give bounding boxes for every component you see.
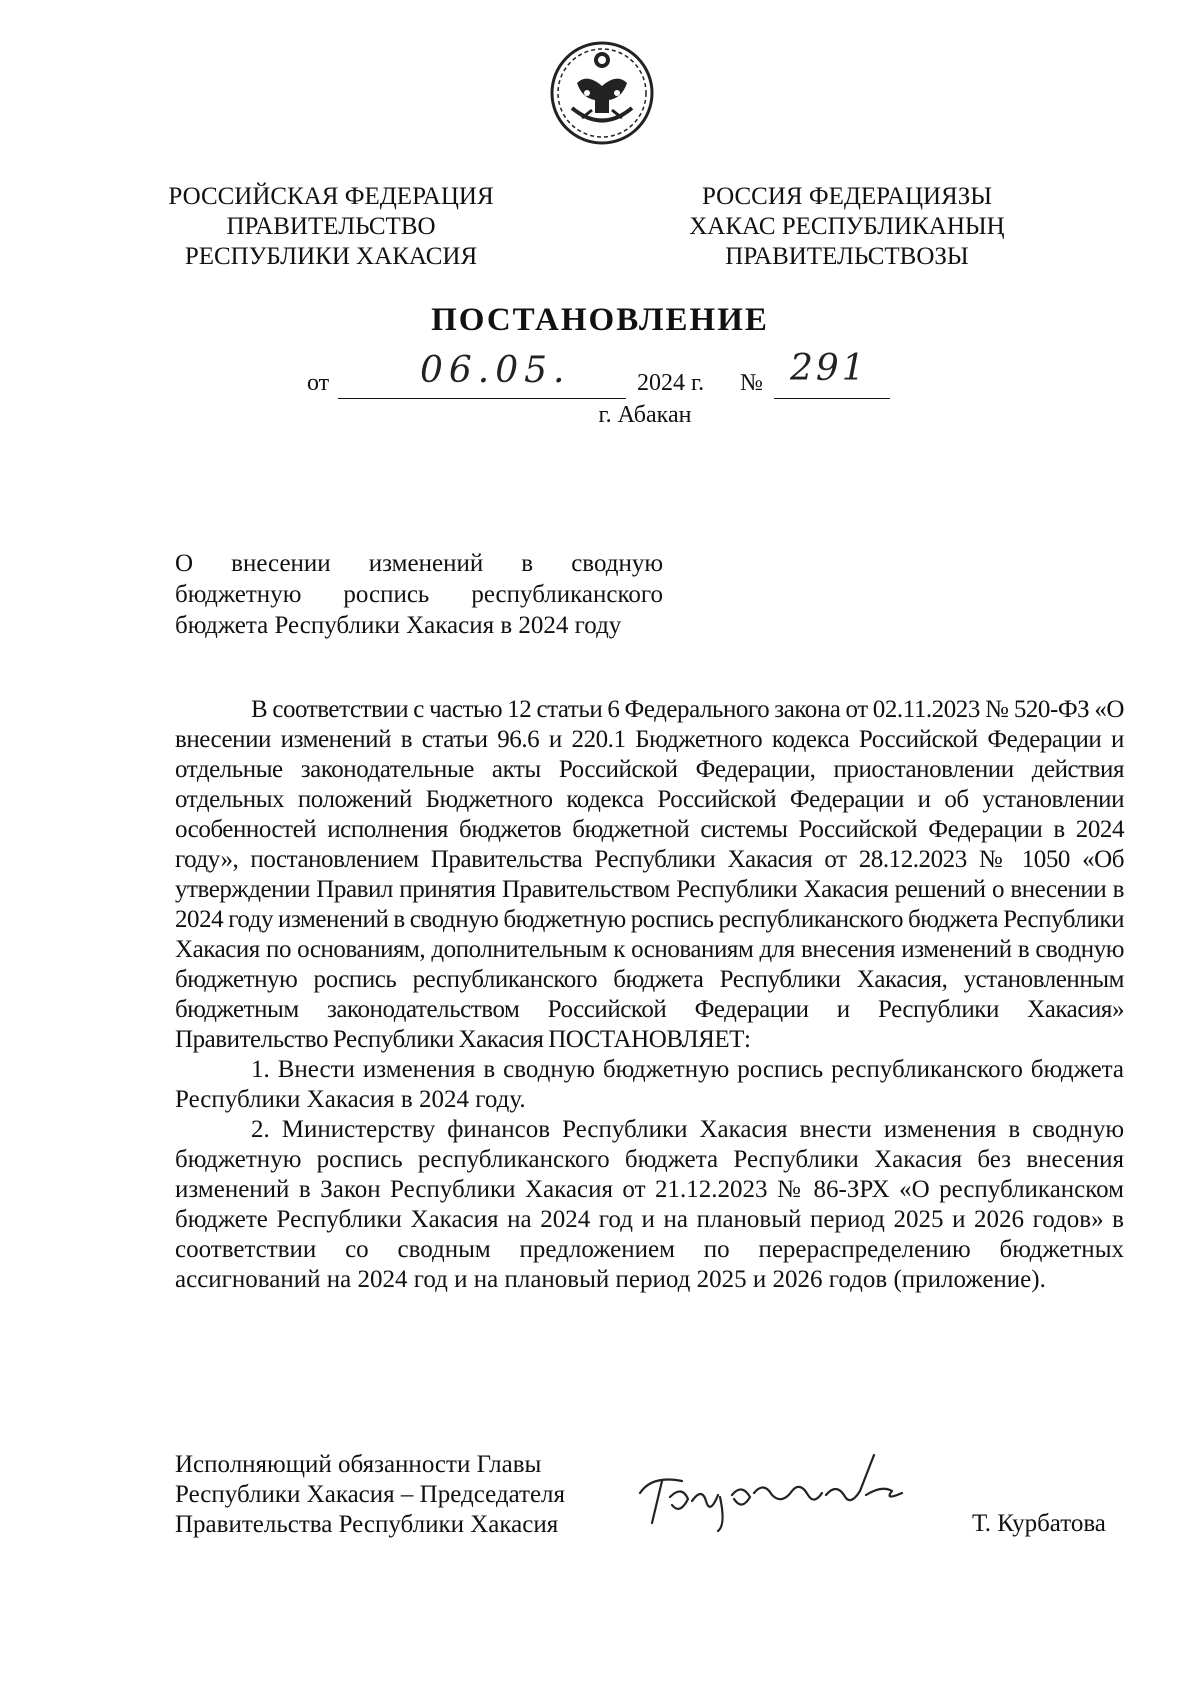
date-year: 2024 г. [637,370,705,396]
date-prefix: от [307,370,330,396]
item-2-paragraph: 2. Министерству финансов Республики Хакасия внести изменения в сводную бюджетную роспись республиканского бюджета Республики Хакасия без внесения изменений в Закон Республики Хакасия от 21.12.2023 № 86-ЗРХ «О республиканском бюджете Республики Хакасия на 2024 год и на плановый период 2025 и 2026 годов» в соответствии со сводным предложением по перераспределению бюджетных ассигнований на 2024 год и на плановый период 2025 и 2026 годов (приложение). [175,1116,1124,1293]
subject-line: бюджетную роспись республиканского [175,581,663,608]
handwritten-date: 06.05. [420,350,571,391]
signatory-name: Т. Курбатова [972,1510,1106,1537]
city: г. Абакан [598,402,692,428]
header-right-line: ХАКАС РЕСПУБЛИКАНЫҢ [689,213,1005,240]
header-left-line: ПРАВИТЕЛЬСТВО [226,213,436,240]
position-line: Исполняющий обязанности Главы [175,1451,542,1478]
signatory-position [175,1450,565,1540]
header-right-line: ПРАВИТЕЛЬСТВОЗЫ [725,243,969,270]
number-underline [774,398,890,399]
item-1-paragraph: 1. Внести изменения в сводную бюджетную роспись республиканского бюджета Республики Хакасия в 2024 году. [175,1056,1124,1113]
document-subject [175,548,663,641]
subject-line: О внесении изменений в сводную [175,550,663,577]
position-line: Республики Хакасия – Председателя [175,1481,566,1508]
handwritten-signature [622,1435,922,1535]
preamble-paragraph: В соответствии с частью 12 статьи 6 Федерального закона от 02.11.2023 № 520-ФЗ «О внесении изменений в статьи 96.6 и 220.1 Бюджетного кодекса Российской Федерации и отдельные законодательные акты Российской Федерации, приостановлении действия отдельных положений Бюджетного кодекса Российской Федерации и об установлении особенностей исполнения бюджетов бюджетной системы Российской Федерации в 2024 году», постановлением Правительства Республики Хакасия от 28.12.2023 № 1050 «Об утверждении Правил принятия Правительством Республики Хакасия решений о внесении в 2024 году изменений в сводную бюджетную роспись республиканского бюджета Республики Хакасия по основаниям, дополнительным к основаниям для внесения изменений в сводную бюджетную роспись республиканского бюджета Республики Хакасия, установленным бюджетным законодательством Российской Федерации и Республики Хакасия» Правительство Республики Хакасия ПОСТАНОВЛЯЕТ: [175,696,1124,1053]
header-left-russian [121,182,541,272]
header-right-line: РОССИЯ ФЕДЕРАЦИЯЗЫ [701,183,993,210]
header-right-khakas [637,182,1057,272]
header-left-line: РЕСПУБЛИКИ ХАКАСИЯ [184,243,478,270]
coat-of-arms-emblem [547,38,657,148]
header-left-line: РОССИЙСКАЯ ФЕДЕРАЦИЯ [168,183,494,210]
document-body [175,695,1124,1295]
subject-line: бюджета Республики Хакасия в 2024 году [175,612,622,639]
document-title: ПОСТАНОВЛЕНИЕ [431,302,769,338]
number-sign: № [740,370,763,396]
handwritten-number: 291 [790,348,868,389]
date-underline [338,398,626,399]
position-line: Правительства Республики Хакасия [175,1511,559,1538]
